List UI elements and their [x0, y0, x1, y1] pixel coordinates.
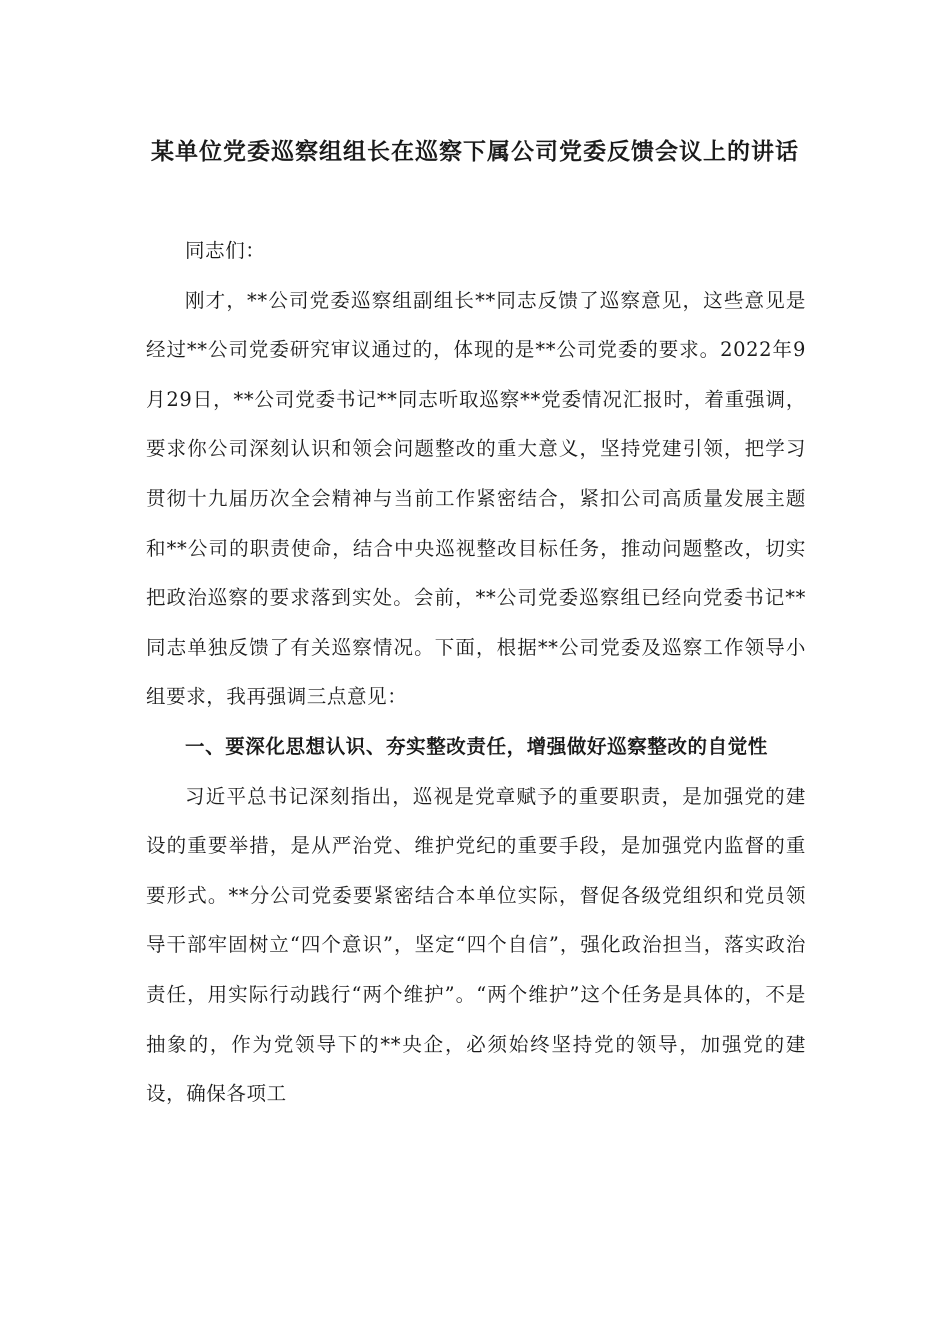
document-body [146, 226, 806, 1119]
salutation-paragraph: 同志们： [185, 239, 266, 262]
document-title: 某单位党委巡察组组长在巡察下属公司党委反馈会议上的讲话 [151, 138, 799, 165]
section-paragraph: 习近平总书记深刻指出，巡视是党章赋予的重要职责，是加强党的建设的重要举措，是从严治党、维护党纪的重要手段，是加强党内监督的重要形式。**分公司党委要紧密结合本单位实际，督促各级党组织和党员领导干部牢固树立“四个意识”，坚定“四个自信”，强化政治担当，落实政治责任，用实际行动践行“两个维护”。“两个维护”这个任务是具体的，不是抽象的，作为党领导下的**央企，必须始终坚持党的领导，加强党的建设，确保各项工 [146, 784, 806, 1106]
section-heading: 一、要深化思想认识、夯实整改责任，增强做好巡察整改的自觉性 [185, 734, 768, 758]
intro-paragraph: 刚才，**公司党委巡察组副组长**同志反馈了巡察意见，这些意见是经过**公司党委研究审议通过的，体现的是**公司党委的要求。2022年9月29日，**公司党委书记**同志听取巡察**党委情况汇报时，着重强调，要求你公司深刻认识和领会问题整改的重大意义，坚持党建引领，把学习贯彻十九届历次全会精神与当前工作紧密结合，紧扣公司高质量发展主题和**公司的职责使命，结合中央巡视整改目标任务，推动问题整改，切实把政治巡察的要求落到实处。会前，**公司党委巡察组已经向党委书记**同志单独反馈了有关巡察情况。下面，根据**公司党委及巡察工作领导小组要求，我再强调三点意见： [146, 288, 806, 709]
